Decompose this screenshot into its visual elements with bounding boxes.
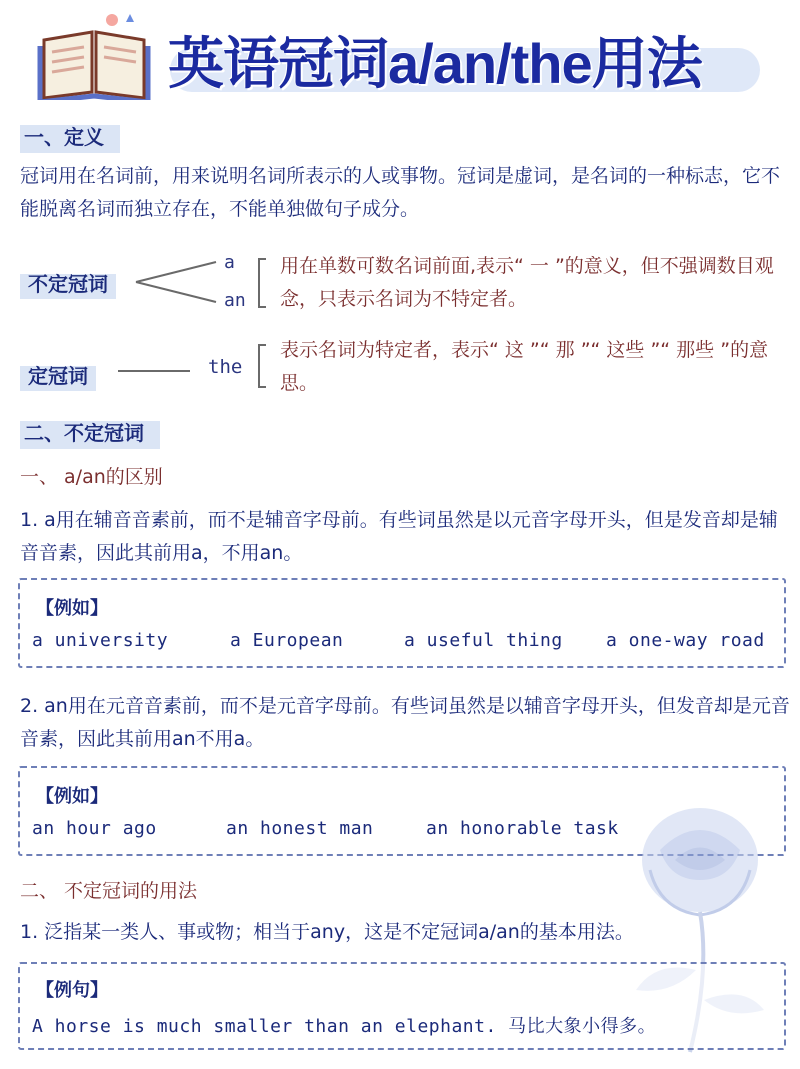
- definition-paragraph: 冠词用在名词前，用来说明名词所表示的人或事物。冠词是虚词，是名词的一种标志，它不能脱离名词而独立存在，不能单独做句子成分。: [20, 165, 781, 220]
- definite-description: 表示名词为特定者，表示“ 这 ”“ 那 ”“ 这些 ”“ 那些 ”的意思。: [280, 339, 769, 394]
- subheading-difference: 一、 a/an的区别: [20, 466, 163, 488]
- rule-3: 1. 泛指某一类人、事或物；相当于any，这是不定冠词a/an的基本用法。: [20, 921, 634, 943]
- example-sentence-box: [18, 962, 786, 1050]
- bracket: [258, 258, 266, 308]
- example-item: an honest man: [226, 818, 374, 839]
- example-item: a university: [32, 630, 169, 651]
- rule-2: 2. an用在元音音素前，而不是元音字母前。有些词虽然是以辅音字母开头，但发音却是元音音素，因此其前用an不用a。: [20, 695, 790, 750]
- definite-article-label: 定冠词: [20, 358, 96, 391]
- branch-lines: [132, 258, 222, 308]
- example-box-1: [18, 578, 786, 668]
- example-item: a useful thing: [404, 630, 563, 651]
- word-a: a: [224, 252, 235, 273]
- word-an: an: [224, 290, 246, 311]
- example-sentence: A horse is much smaller than an elephant. 马比大象小得多。: [32, 1016, 657, 1037]
- example-item: a European: [230, 630, 344, 651]
- section-definition-heading: 一、定义: [20, 118, 120, 153]
- title-area: [0, 0, 800, 112]
- open-book-icon: [34, 10, 154, 100]
- example-item: an honorable task: [426, 818, 619, 839]
- section-indefinite-heading: 二、不定冠词: [20, 414, 160, 449]
- indefinite-article-label: 不定冠词: [20, 266, 116, 299]
- indefinite-description: 用在单数可数名词前面,表示“ 一 ”的意义，但不强调数目观念，只表示名词为不特定者。: [280, 255, 774, 310]
- example-label: 【例如】: [36, 598, 108, 619]
- connector-line: [118, 370, 190, 372]
- example-item: a one-way road: [606, 630, 765, 651]
- subheading-usage: 二、 不定冠词的用法: [20, 880, 198, 902]
- page-title: 英语冠词a/an/the用法: [168, 32, 702, 95]
- example-item: an hour ago: [32, 818, 157, 839]
- sentence-label: 【例句】: [36, 980, 108, 1001]
- bracket: [258, 344, 266, 388]
- word-the: the: [208, 356, 243, 378]
- example-label: 【例如】: [36, 786, 108, 807]
- rule-1: 1. a用在辅音音素前，而不是辅音字母前。有些词虽然是以元音字母开头，但是发音却是辅音音素，因此其前用a，不用an。: [20, 509, 778, 564]
